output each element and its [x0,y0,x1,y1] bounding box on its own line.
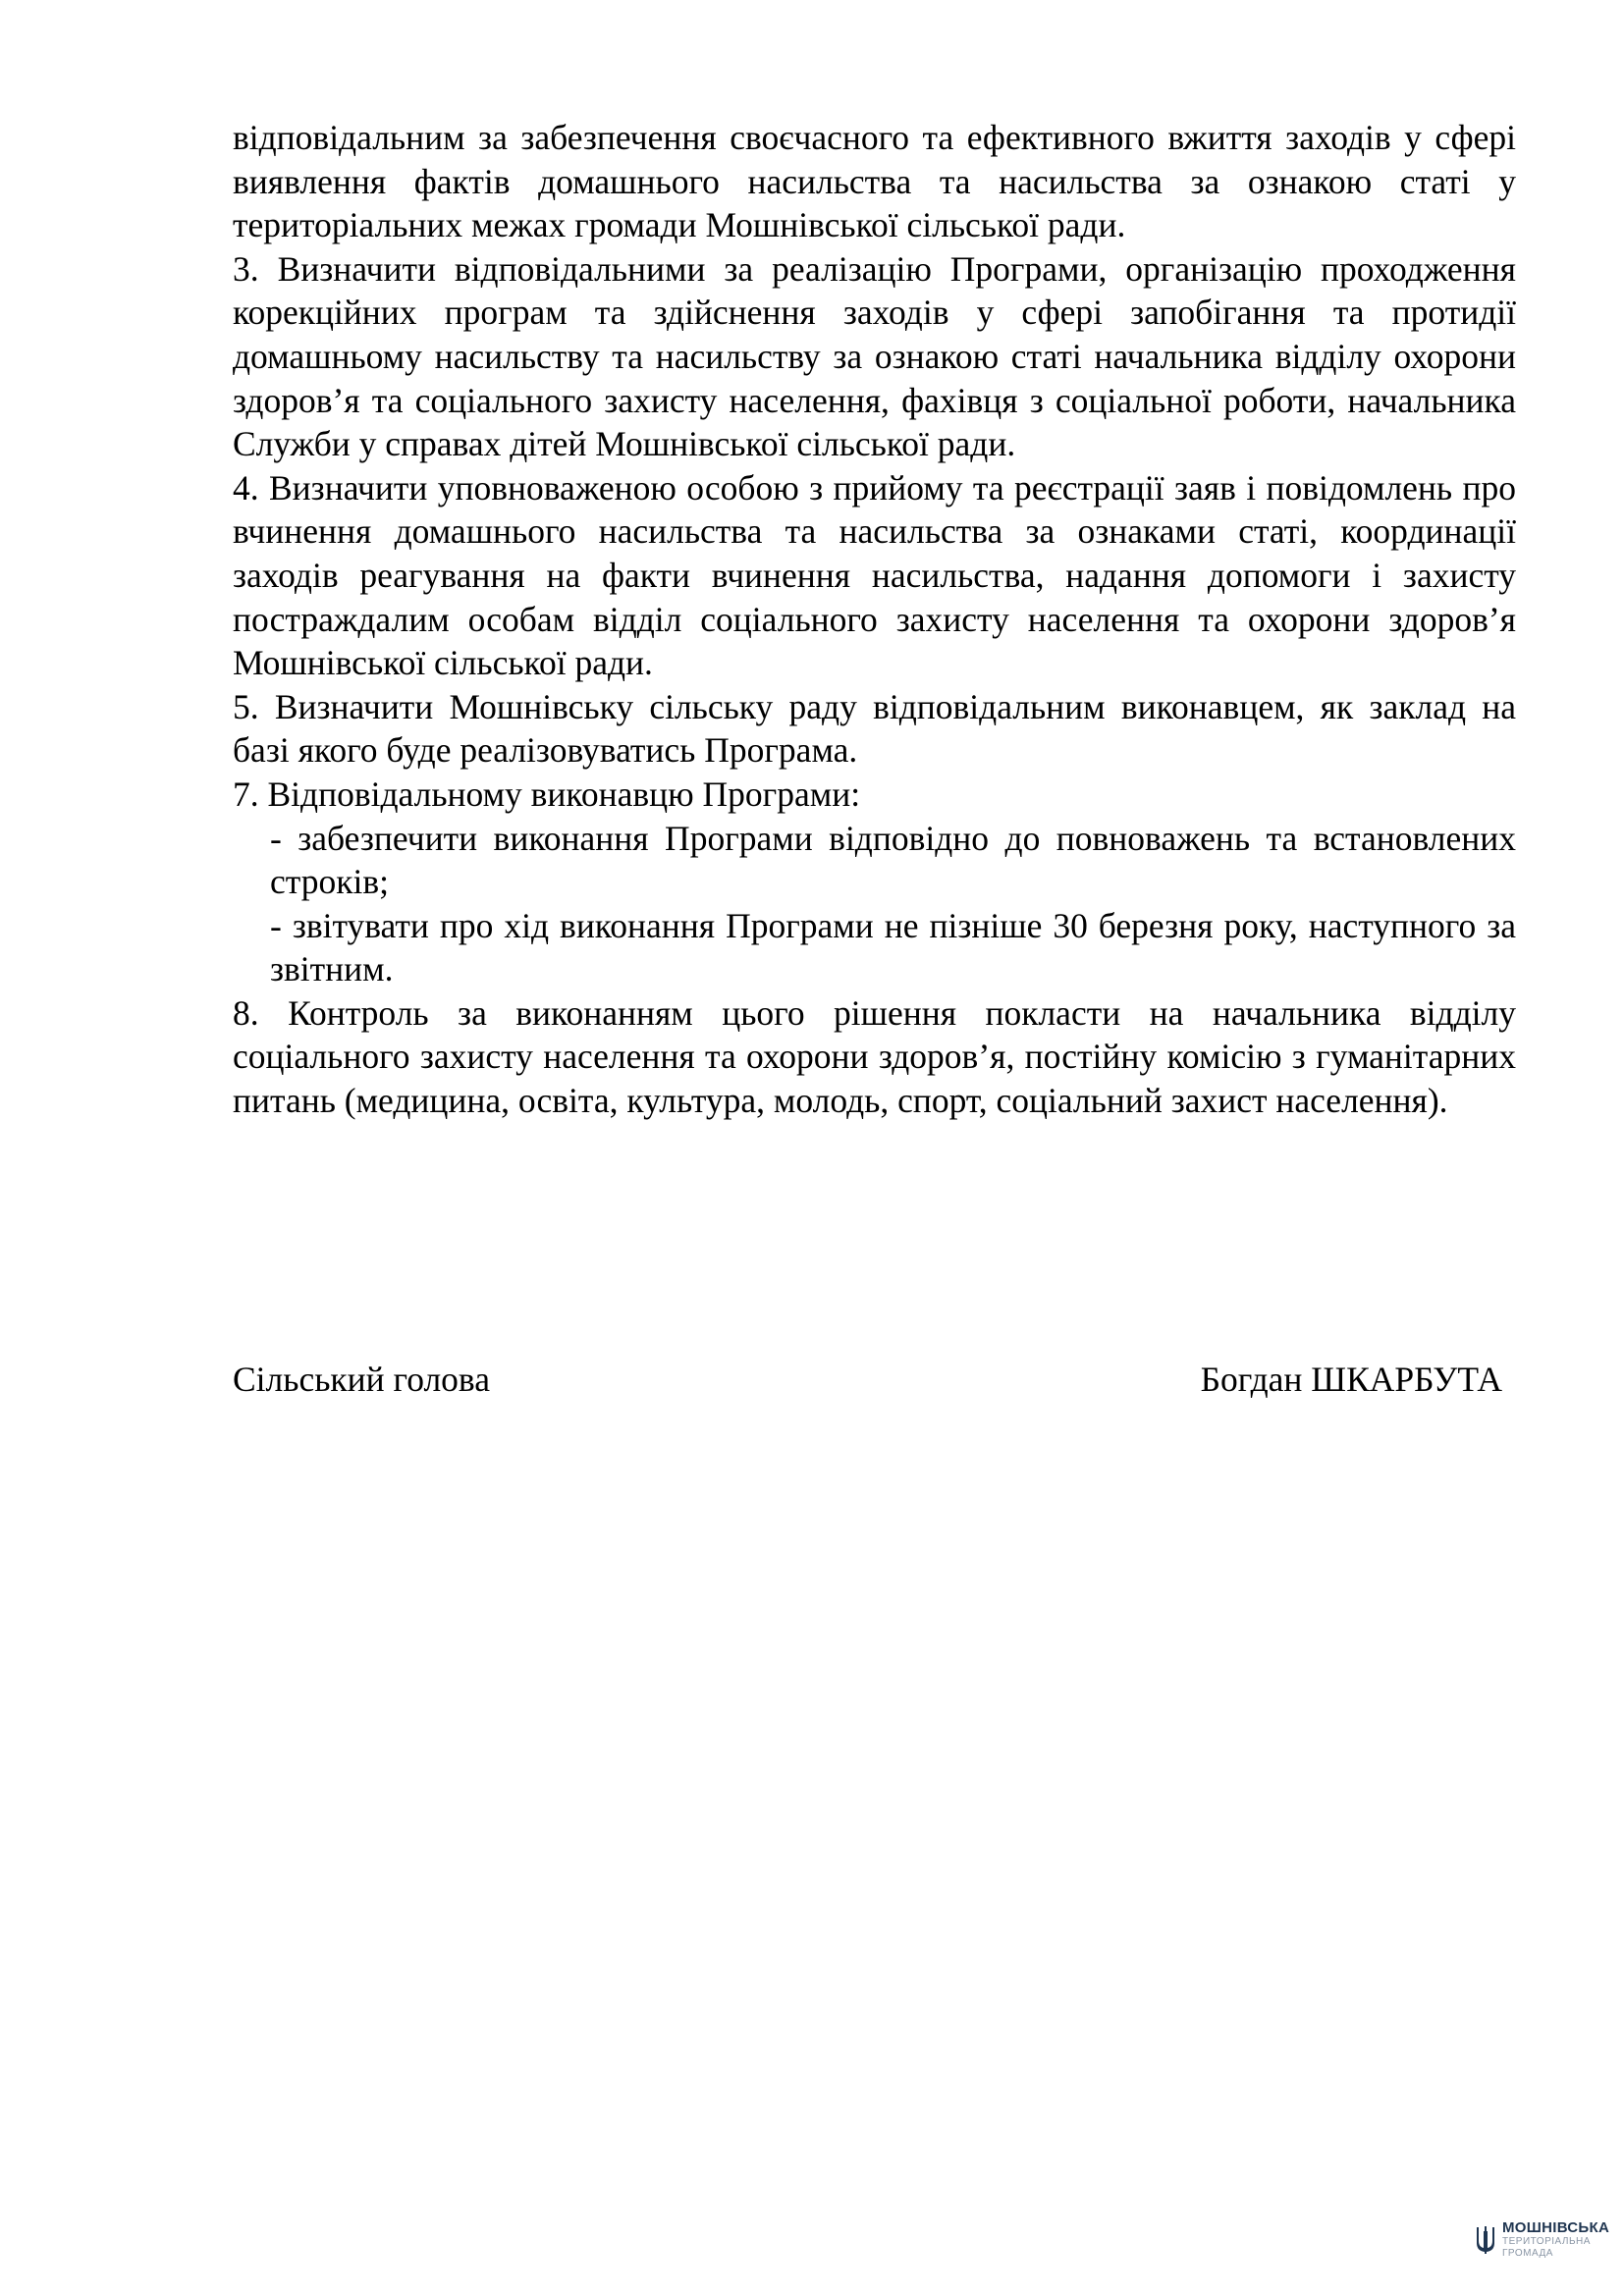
paragraph-item-7: 7. Відповідальному виконавцю Програми: [233,774,861,814]
signature-position: Сільський голова [233,1360,490,1399]
logo-subtitle-1: ТЕРИТОРІАЛЬНА [1502,2236,1591,2247]
paragraph-item-4: 4. Визначити уповноваженою особою з прийому та реєстрації заяв і повідомлень про вчинення домашнього насильства та насильства за ознаками статі, координації заходів реагування на факти вчинення насильства, надання допомоги і захисту постраждалим особам відділ соціального захисту населення та охорони здоров’я Мошнівської сільської ради. [233,467,1516,683]
logo-subtitle-2: ГРОМАДА [1502,2248,1553,2259]
paragraph-item-8: 8. Контроль за виконанням цього рішення покласти на начальника відділу соціального захисту населення та охорони здоров’я, постійну комісію з гуманітарних питань (медицина, освіта, культура, молодь, спорт, соціальний захист населення). [233,992,1516,1121]
signature-block [233,1358,1502,1401]
paragraph-item-5: 5. Визначити Мошнівську сільську раду відповідальним виконавцем, як заклад на базі якого буде реалізовуватись Програма. [233,686,1516,771]
paragraph-item-7-bullet-2: - звітувати про хід виконання Програми не пізніше 30 березня року, наступного за звітним. [270,905,1516,989]
logo-title: МОШНІВСЬКА [1502,2219,1610,2236]
signature-name: Богдан ШКАРБУТА [1200,1360,1502,1399]
logo-text [1502,2220,1609,2259]
paragraph-item-7-bullet-1: - забезпечити виконання Програми відповідно до повноважень та встановлених строків; [270,818,1516,902]
trident-icon [1475,2225,1496,2255]
paragraph-responsible-continuation: відповідальним за забезпечення своєчасного та ефективного вжиття заходів у сфері виявлення фактів домашнього насильства та насильства за ознакою статі у територіальних межах громади Мошнівської сільської ради. [233,118,1516,245]
community-logo [1475,2220,1609,2259]
document-body [233,116,1516,1123]
paragraph-item-3: 3. Визначити відповідальними за реалізацію Програми, організацію проходження корекційних програм та здійснення заходів у сфері запобігання та протидії домашньому насильству та насильству за ознакою статі начальника відділу охорони здоров’я та соціального захисту населення, фахівця з соціальної роботи, начальника Служби у справах дітей Мошнівської сільської ради. [233,248,1516,464]
